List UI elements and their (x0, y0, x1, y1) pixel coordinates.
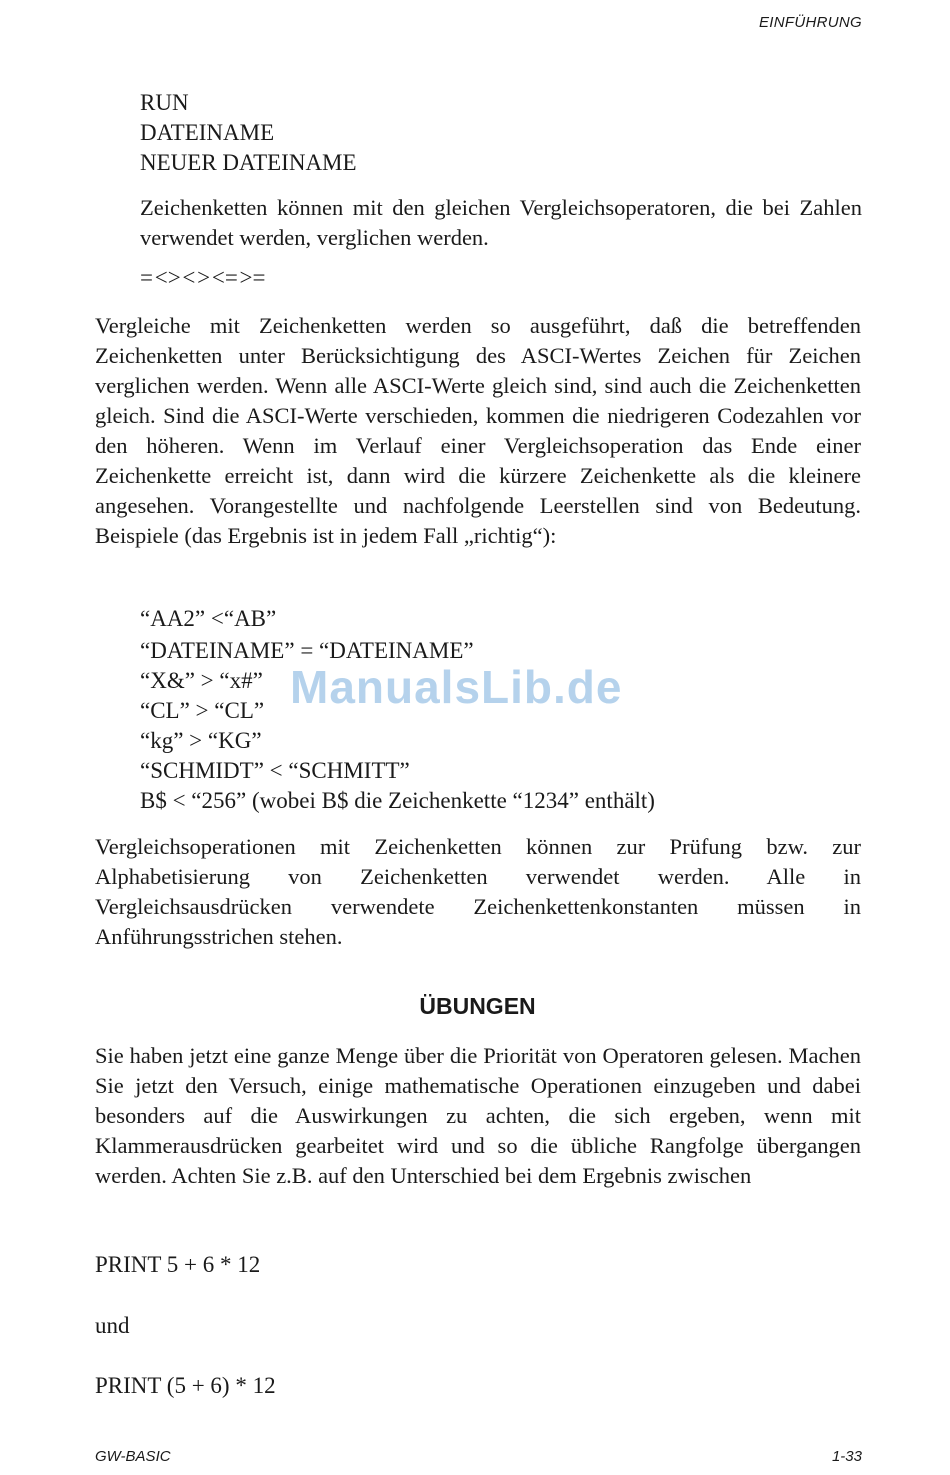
footer-title: GW-BASIC (95, 1448, 171, 1465)
section-heading: ÜBUNGEN (419, 993, 536, 1019)
code-example-2: PRINT (5 + 6) * 12 (95, 1373, 276, 1398)
operators-line: = <> < > <= >= (140, 265, 266, 290)
comparison-example: “AA2” <“AB” (140, 606, 277, 631)
paragraph-intro: Zeichenketten können mit den gleichen Vergleichsoperatoren, die bei Zahlen verwendet werden, verglichen werden. (140, 195, 862, 250)
comparison-example: “X&” > “x#” (140, 668, 263, 693)
comparison-example: “SCHMIDT” < “SCHMITT” (140, 758, 410, 783)
page-number: 1-33 (831, 1448, 862, 1465)
comparison-example: “kg” > “KG” (140, 728, 262, 753)
paragraph-usage: Vergleichsoperationen mit Zeichenketten können zur Prüfung bzw. zur Alphabetisierung von Zeichenketten verwendet werden. Alle in Vergleichsausdrücken verwendete Zeichenkettenkonstanten müssen in Anführungsstrichen stehen. (95, 834, 861, 949)
code-example-1: PRINT 5 + 6 * 12 (95, 1252, 261, 1277)
example-line: RUN (140, 90, 189, 115)
connector-word: und (95, 1313, 130, 1338)
comparison-example: “DATEINAME” = “DATEINAME” (140, 638, 474, 663)
running-header: EINFÜHRUNG (759, 14, 862, 31)
watermark-logo: ManualsLib.de (290, 661, 623, 713)
comparison-example: “CL” > “CL” (140, 698, 265, 723)
comparison-example: B$ < “256” (wobei B$ die Zeichenkette “1234” enthält) (140, 788, 655, 813)
paragraph-exercises: Sie haben jetzt eine ganze Menge über die Priorität von Operatoren gelesen. Machen Sie jetzt den Versuch, einige mathematische Operationen einzugeben und dabei besonders auf die Auswirkungen zu achten, die sich ergeben, wenn mit Klammerausdrücken gearbeitet wird und so die übliche Rangfolge übergangen werden. Achten Sie z.B. auf den Unterschied bei dem Ergebnis zwischen (95, 1043, 861, 1188)
paragraph-comparison-rules: Vergleiche mit Zeichenketten werden so ausgeführt, daß die betreffenden Zeichenketten unter Berücksichtigung des ASCI-Wertes Zeichen für Zeichen verglichen werden. Wenn alle ASCI-Werte gleich sind, sind auch die Zeichenketten gleich. Sind die ASCI-Werte verschieden, kommen die niedrigeren Codezahlen vor den höheren. Wenn im Verlauf einer Vergleichsoperation das Ende einer Zeichenkette erreicht ist, dann wird die kürzere Zeichenkette als die kleinere angesehen. Vorangestellte und nachfolgende Leerstellen sind von Bedeutung. Beispiele (das Ergebnis ist in jedem Fall „richtig“): (95, 313, 861, 548)
example-line: NEUER DATEINAME (140, 150, 357, 175)
example-line: DATEINAME (140, 120, 275, 145)
